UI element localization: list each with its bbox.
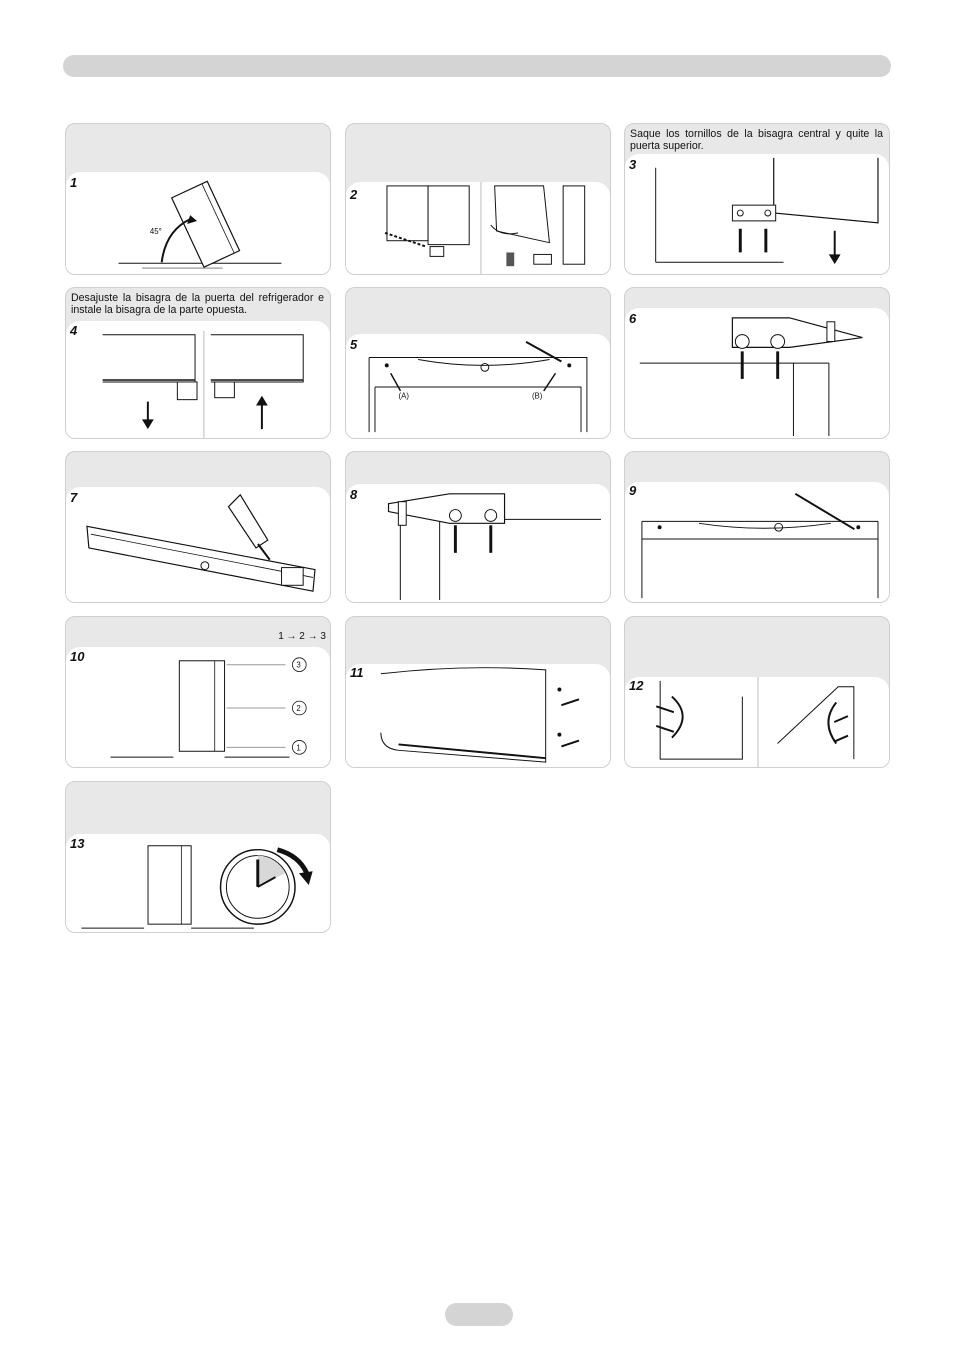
step-number: 13 bbox=[70, 836, 85, 851]
position-label-2: 2 bbox=[296, 703, 301, 713]
cut-cover-illustration bbox=[66, 487, 330, 602]
position-label-3: 3 bbox=[296, 660, 301, 670]
step-panel-9 bbox=[624, 451, 890, 603]
swap-hinge-illustration bbox=[66, 321, 330, 438]
top-cover-screws-illustration bbox=[346, 334, 610, 438]
hinge-label-a: (A) bbox=[398, 391, 409, 401]
step-panel-2 bbox=[345, 123, 611, 275]
step-number: 3 bbox=[629, 157, 637, 172]
step-panel-8 bbox=[345, 451, 611, 603]
hinge-label-b: (B) bbox=[531, 391, 543, 401]
position-label-1: 1 bbox=[296, 743, 301, 753]
fasten-cover-illustration bbox=[625, 482, 889, 602]
step-panel-13 bbox=[65, 781, 331, 933]
step-number: 5 bbox=[350, 337, 358, 352]
wait-before-plugging-illustration bbox=[66, 834, 330, 932]
step-panel-4 bbox=[65, 287, 331, 439]
door-handle-holes-illustration bbox=[346, 664, 610, 767]
step-panel-6 bbox=[624, 287, 890, 439]
step-panel-3 bbox=[624, 123, 890, 275]
step-panel-1 bbox=[65, 123, 331, 275]
reinstall-door-illustration bbox=[66, 647, 330, 767]
tilt-fridge-illustration bbox=[66, 172, 330, 274]
step-number: 7 bbox=[70, 490, 78, 505]
step-number: 8 bbox=[350, 487, 358, 502]
step-panel-10 bbox=[65, 616, 331, 768]
step-caption: Desajuste la bisagra de la puerta del refrigerador e instale la bisagra de la parte opuesta. bbox=[71, 292, 324, 317]
step-number: 12 bbox=[629, 678, 644, 693]
step-number: 11 bbox=[350, 665, 364, 680]
page-number-pill bbox=[445, 1303, 513, 1326]
step-number: 10 bbox=[70, 649, 85, 664]
step-panel-7 bbox=[65, 451, 331, 603]
step-panel-11 bbox=[345, 616, 611, 768]
step-number: 1 bbox=[70, 175, 78, 190]
step-number: 4 bbox=[70, 323, 78, 338]
step-panel-5 bbox=[345, 287, 611, 439]
install-handle-illustration bbox=[625, 677, 889, 767]
angle-label: 45° bbox=[149, 226, 162, 236]
step-number: 9 bbox=[629, 483, 637, 498]
remove-door-illustration bbox=[346, 182, 610, 274]
top-hinge-illustration bbox=[625, 308, 889, 438]
header-bar bbox=[63, 55, 891, 77]
remove-hinge-screws-illustration bbox=[625, 154, 889, 274]
step-caption: Saque los tornillos de la bisagra central y quite la puerta superior. bbox=[630, 128, 883, 153]
step-number: 2 bbox=[350, 187, 358, 202]
install-hinge-illustration bbox=[346, 484, 610, 602]
step-panel-12 bbox=[624, 616, 890, 768]
step-number: 6 bbox=[629, 311, 637, 326]
sequence-label: 1 → 2 → 3 bbox=[278, 631, 326, 642]
